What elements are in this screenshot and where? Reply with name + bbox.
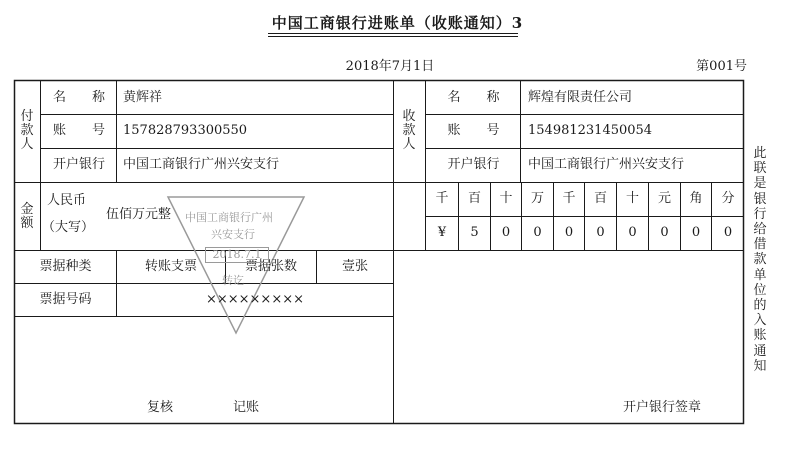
digit-value: 0 bbox=[660, 225, 669, 240]
digit-value: 0 bbox=[723, 225, 733, 240]
bill-number-label: 票据号码 bbox=[39, 292, 92, 307]
payer-bank-value: 中国工商银行广州兴安支行 bbox=[123, 157, 280, 172]
payee-account-value: 154981231450054 bbox=[528, 123, 653, 138]
bill-number-value: ××××××××× bbox=[205, 292, 305, 307]
digit-header: 千 bbox=[435, 191, 449, 206]
payee-bank-label: 开户银行 bbox=[447, 157, 500, 172]
bill-type-label: 票据种类 bbox=[39, 259, 92, 274]
stamp-status: 转讫 bbox=[222, 274, 244, 287]
digit-header: 角 bbox=[689, 191, 703, 206]
digit-header: 千 bbox=[562, 191, 576, 206]
digit-header: 百 bbox=[593, 191, 607, 206]
payer-account-label: 账 号 bbox=[52, 123, 105, 138]
digit-value: 0 bbox=[501, 225, 511, 240]
digit-value: ¥ bbox=[437, 225, 447, 240]
bill-count-value: 壹张 bbox=[341, 259, 368, 274]
amount-section-label: 金额 bbox=[20, 202, 34, 231]
payer-account-value: 157828793300550 bbox=[123, 123, 248, 138]
digit-header: 百 bbox=[467, 191, 481, 206]
digit-value: 5 bbox=[470, 225, 479, 240]
amount-currency-label: 人民币 bbox=[47, 193, 87, 208]
digit-value: 0 bbox=[691, 225, 701, 240]
payer-section-label: 付款人 bbox=[20, 109, 34, 152]
stamp-bank-line1: 中国工商银行广州 bbox=[185, 211, 273, 224]
digit-header: 分 bbox=[721, 191, 735, 206]
digit-header: 万 bbox=[530, 191, 544, 206]
digit-header: 十 bbox=[499, 191, 513, 206]
digit-value: 0 bbox=[533, 225, 542, 240]
payee-name-value: 辉煌有限责任公司 bbox=[528, 90, 633, 105]
bill-count-label: 票据张数 bbox=[244, 259, 297, 274]
document-date: 2018年7月1日 bbox=[345, 59, 435, 74]
payer-bank-label: 开户银行 bbox=[52, 157, 105, 172]
document-number: 第001号 bbox=[696, 59, 747, 74]
stamp-date: 2018.7.1 bbox=[205, 247, 269, 263]
payer-name-value: 黄辉祥 bbox=[123, 90, 163, 105]
payee-account-label: 账 号 bbox=[447, 123, 500, 138]
side-note: 此联是银行给借款单位的入账通知 bbox=[753, 146, 767, 374]
payer-name-label: 名 称 bbox=[52, 90, 105, 105]
review-label: 复核 bbox=[147, 400, 174, 415]
amount-uppercase-value: 伍佰万元整 bbox=[106, 207, 172, 222]
digit-value: 0 bbox=[596, 225, 605, 240]
bill-type-value: 转账支票 bbox=[144, 259, 197, 274]
stamp-bank-line2: 兴安支行 bbox=[211, 228, 255, 241]
payee-name-label: 名 称 bbox=[447, 90, 500, 105]
amount-uppercase-label: （大写） bbox=[42, 220, 95, 235]
digit-header: 十 bbox=[625, 191, 639, 206]
digit-value: 0 bbox=[564, 225, 574, 240]
digit-header: 元 bbox=[657, 191, 671, 206]
document-title: 中国工商银行进账单（收账通知）3 bbox=[271, 14, 524, 32]
bookkeeping-label: 记账 bbox=[233, 400, 260, 415]
bank-sign-label: 开户银行签章 bbox=[623, 400, 702, 415]
payee-section-label: 收款人 bbox=[402, 109, 416, 152]
digit-value: 0 bbox=[628, 225, 637, 240]
payee-bank-value: 中国工商银行广州兴安支行 bbox=[528, 157, 685, 172]
